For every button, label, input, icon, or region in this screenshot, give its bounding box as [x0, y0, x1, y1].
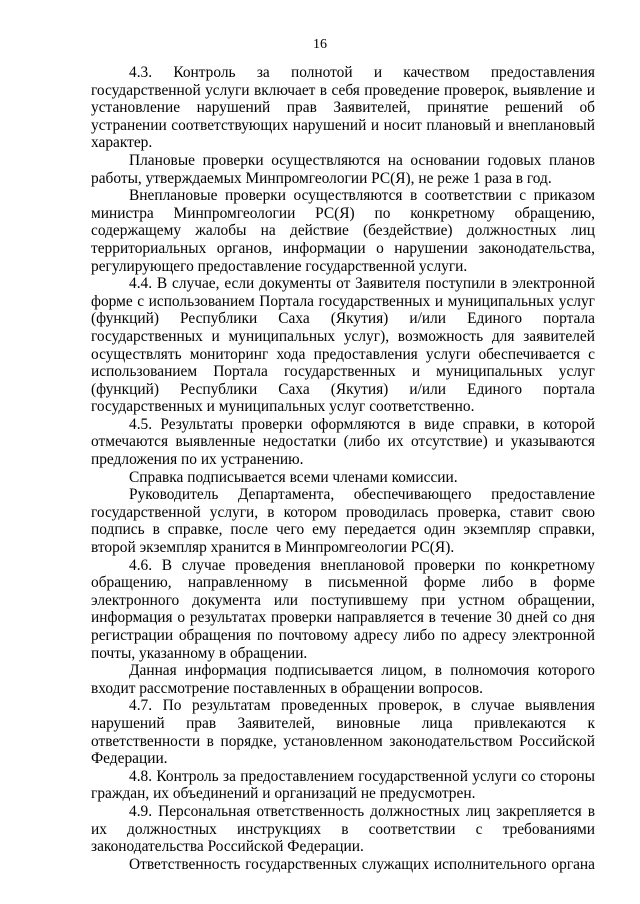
paragraph-4-5: 4.5. Результаты проверки оформляются в виде справки, в которой отмечаются выявленные недостатки (либо их отсутствие) и указываются предложения по их устранению.: [91, 415, 595, 469]
paragraph-4-9: 4.9. Персональная ответственность должностных лиц закрепляется в их должностных инструкциях в соответствии с требованиями законодательства Российской Федерации.: [91, 802, 595, 856]
paragraph-4-8: 4.8. Контроль за предоставлением государственной услуги со стороны граждан, их объединений и организаций не предусмотрен.: [91, 767, 595, 803]
paragraph-4-3: 4.3. Контроль за полнотой и качеством предоставления государственной услуги включает в себя проведение проверок, выявление и установление нарушений прав Заявителей, принятие решений об устранении соответствующих нарушений и носит плановый и внеплановый характер.: [91, 64, 595, 152]
paragraph-responsibility: Ответственность государственных служащих исполнительного органа: [129, 855, 595, 873]
document-body: [91, 64, 595, 873]
paragraph-4-4: 4.4. В случае, если документы от Заявителя поступили в электронной форме с использованием Портала государственных и муниципальных услуг (функций) Республики Саха (Якутия) и/или Единого портала государственных и муниципальных услуг), возможность для заявителей осуществлять мониторинг хода предоставления услуги обеспечивается с использованием Портала государственных и муниципальных услуг (функций) Республики Саха (Якутия) и/или Единого портала государственных и муниципальных услуг соответственно.: [91, 275, 595, 416]
paragraph-4-7: 4.7. По результатам проведенных проверок, в случае выявления нарушений прав Заявителей, виновные лица привлекаются к ответственности в порядке, установленном законодательством Российской Федерации.: [91, 697, 595, 768]
paragraph-department-head: Руководитель Департамента, обеспечивающего предоставление государственной услуги, в котором проводилась проверка, ставит свою подпись в справке, после чего ему передается один экземпляр справки, второй экземпляр хранится в Минпромгеологии РС(Я).: [91, 486, 595, 557]
paragraph-unplanned-checks: Внеплановые проверки осуществляются в соответствии с приказом министра Минпромгеологии РС(Я) по конкретному обращению, содержащему жалобы на действие (бездействие) должностных лиц территориальных органов, информации о нарушении законодательства, регулирующего предоставление государственной услуги.: [91, 187, 595, 275]
page-number: 16: [313, 37, 327, 52]
paragraph-4-6: 4.6. В случае проведения внеплановой проверки по конкретному обращению, направленному в письменной форме либо в форме электронного документа или поступившему при устном обращении, информация о результатах проверки направляется в течение 30 дней со дня регистрации обращения по почтовому адресу либо по адресу электронной почты, указанному в обращении.: [91, 556, 595, 662]
paragraph-commission-signature: Справка подписывается всеми членами комиссии.: [129, 468, 458, 486]
paragraph-planned-checks: Плановые проверки осуществляются на основании годовых планов работы, утверждаемых Минпромгеологии РС(Я), не реже 1 раза в год.: [91, 151, 595, 187]
paragraph-info-signature: Данная информация подписывается лицом, в полномочия которого входит рассмотрение поставленных в обращении вопросов.: [91, 662, 595, 697]
